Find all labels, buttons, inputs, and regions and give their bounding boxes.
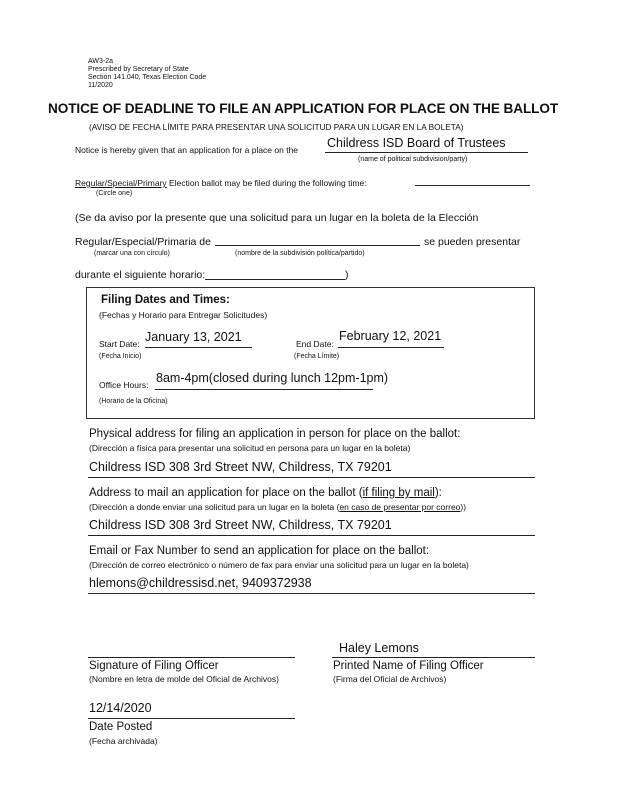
spanish-subdivision-caption: (nombre de la subdivisión política/partido) bbox=[235, 250, 365, 257]
mail-address-label bbox=[89, 487, 442, 499]
printed-name-label: Printed Name of Filing Officer bbox=[333, 660, 484, 672]
date-posted-label-es: (Fecha archivada) bbox=[89, 736, 158, 746]
email-value: hlemons@childressisd.net, 9409372938 bbox=[89, 576, 312, 590]
date-posted-label: Date Posted bbox=[89, 721, 153, 733]
physical-address-label: Physical address for filing an application in person for place on the ballot: bbox=[89, 428, 461, 440]
printed-name-line bbox=[332, 657, 535, 658]
date-posted-value: 12/14/2020 bbox=[89, 701, 152, 715]
spanish-schedule-close: ) bbox=[345, 269, 349, 281]
end-date-line bbox=[338, 347, 444, 348]
mail-label-end: ): bbox=[434, 487, 442, 499]
email-label: Email or Fax Number to send an application for place on the ballot: bbox=[89, 545, 430, 557]
spanish-schedule-line bbox=[205, 279, 345, 280]
filing-heading: Filing Dates and Times: bbox=[101, 294, 230, 306]
office-hours-value: 8am-4pm(closed during lunch 12pm-1pm) bbox=[156, 371, 389, 385]
mail-label-es-start: (Dirección a donde enviar una solicitud para un lugar en la boleta ( bbox=[89, 502, 340, 512]
form-revision: 11/2020 bbox=[88, 82, 113, 89]
subdivision-line bbox=[325, 152, 528, 153]
mail-label-start: Address to mail an application for place on the ballot ( bbox=[89, 487, 363, 499]
spanish-notice-line1: (Se da aviso por la presente que una solicitud para un lugar en la boleta de la Elección bbox=[75, 212, 479, 224]
prescribed-by: Prescribed by Secretary of State bbox=[88, 66, 189, 73]
end-date-value: February 12, 2021 bbox=[339, 329, 442, 343]
spanish-circle-caption: (marcar una con círculo) bbox=[94, 250, 170, 257]
start-date-caption: (Fecha Inicio) bbox=[99, 353, 142, 360]
election-type-line bbox=[75, 178, 367, 188]
office-hours-caption: (Horario de la Oficina) bbox=[99, 398, 168, 405]
election-type-options: Regular/Special/Primary bbox=[75, 178, 167, 188]
signature-label: Signature of Filing Officer bbox=[89, 660, 219, 672]
spanish-subdivision-line bbox=[215, 245, 420, 246]
page-subtitle: (AVISO DE FECHA LÍMITE PARA PRESENTAR UNA SOLICITUD PARA UN LUGAR EN LA BOLETA) bbox=[89, 122, 464, 132]
mail-address-label-es bbox=[89, 502, 466, 512]
physical-address-value: Childress ISD 308 3rd Street NW, Childress, TX 79201 bbox=[89, 460, 392, 474]
physical-address-line bbox=[88, 477, 535, 478]
office-hours-label: Office Hours: bbox=[99, 380, 149, 390]
mail-address-line bbox=[88, 535, 535, 536]
printed-name-label-es: (Firma del Oficial de Archivos) bbox=[333, 674, 447, 684]
end-date-caption: (Fecha Límite) bbox=[294, 353, 340, 360]
spanish-tail: se pueden presentar bbox=[424, 236, 521, 248]
spanish-schedule-lead: durante el siguiente horario: bbox=[75, 269, 206, 281]
mail-label-es-end: )) bbox=[460, 502, 467, 512]
signature-line bbox=[88, 657, 295, 658]
form-id: AW3-2a bbox=[88, 58, 114, 65]
election-type-rest: Election ballot may be filed during the following time: bbox=[169, 178, 367, 188]
subdivision-value: Childress ISD Board of Trustees bbox=[327, 136, 506, 150]
email-label-es: (Dirección de correo electrónico o número de fax para enviar una solicitud para un lugar en la boleta) bbox=[89, 560, 469, 570]
spanish-election-types: Regular/Especial/Primaria de bbox=[75, 236, 211, 248]
election-time-line bbox=[415, 185, 530, 186]
code-section: Section 141.040, Texas Election Code bbox=[88, 74, 207, 81]
start-date-value: January 13, 2021 bbox=[145, 330, 242, 344]
notice-lead: Notice is hereby given that an application for a place on the bbox=[75, 145, 299, 155]
mail-address-value: Childress ISD 308 3rd Street NW, Childress, TX 79201 bbox=[89, 518, 392, 532]
circle-one-caption: (Circle one) bbox=[96, 190, 133, 197]
physical-address-label-es: (Dirección a física para presentar una solicitud en persona para un lugar en la boleta) bbox=[89, 443, 411, 453]
page-title: NOTICE OF DEADLINE TO FILE AN APPLICATION FOR PLACE ON THE BALLOT bbox=[48, 101, 559, 116]
subdivision-caption: (name of political subdivision/party) bbox=[358, 156, 468, 163]
filing-heading-es: (Fechas y Horario para Entregar Solicitudes) bbox=[99, 310, 268, 320]
mail-label-es-link: en caso de presentar por correo bbox=[339, 502, 461, 512]
mail-label-link: if filing by mail bbox=[362, 487, 435, 499]
start-date-label: Start Date: bbox=[99, 339, 140, 349]
email-line bbox=[88, 593, 535, 594]
office-hours-line bbox=[155, 389, 373, 390]
end-date-label: End Date: bbox=[296, 339, 334, 349]
start-date-line bbox=[145, 347, 252, 348]
date-posted-line bbox=[88, 718, 295, 719]
printed-name-value: Haley Lemons bbox=[339, 641, 419, 655]
signature-label-es: (Nombre en letra de molde del Oficial de Archivos) bbox=[89, 674, 279, 684]
